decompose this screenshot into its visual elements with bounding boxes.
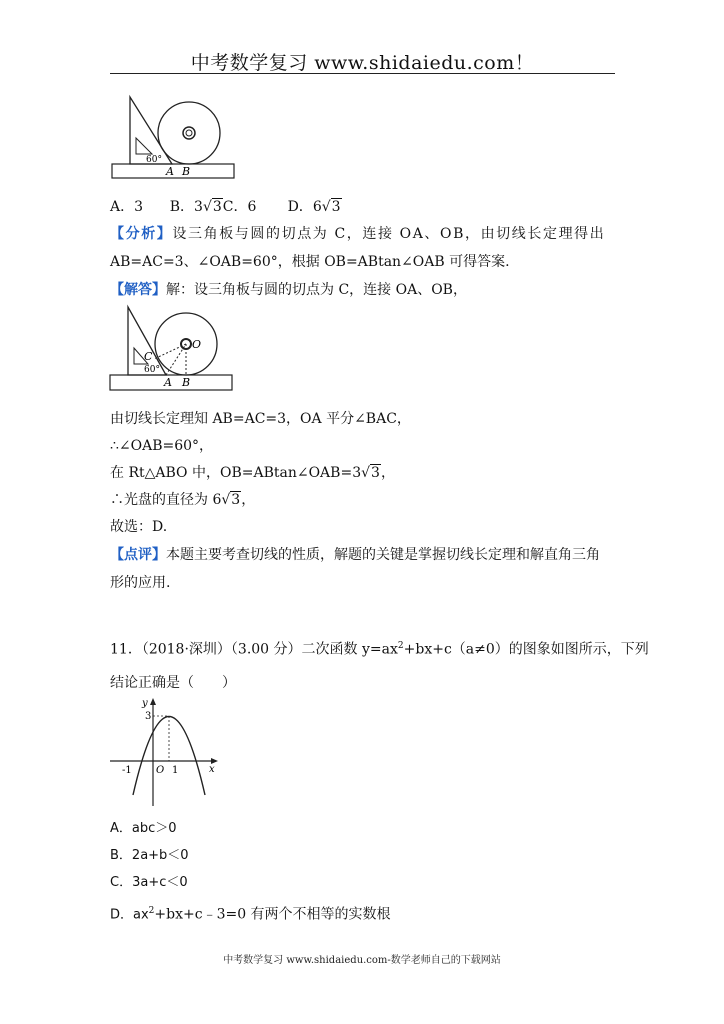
page-footer: 中考数学复习 www.shidaiedu.com-数学老师自己的下载网站 [223,955,501,966]
fig2-segment-oc [154,344,186,359]
q10-option-d-radicand: 3 [331,199,341,215]
q11-stem-post: +bx+c（a≠0）的图象如图所示，下列 [403,641,649,658]
solution-tag: 【解答】 [110,282,166,298]
solution-text-1: 解：设三角板与圆的切点为 C，连接 OA、OB， [166,282,467,298]
solution-line-2: 由切线长定理知 AB=AC=3，OA 平分∠BAC， [110,411,411,427]
analysis-line-1 [110,225,605,243]
q10-option-d-radical: √3 [321,199,341,215]
analysis-text-1: 设三角板与圆的切点为 C，连接 OA、OB，由切线长定理得出 [172,226,606,242]
q10-option-d-label: D． [287,199,313,215]
fig2-label-a: A [164,376,172,389]
solution-line-6: 故选：D. [110,519,168,535]
q11-number: 11． [110,641,142,658]
q11-stem-sup: 2 [397,641,404,651]
q11-source: （2018·深圳） [141,641,231,658]
solution-line-5-text: ∴光盘的直径为 6 [110,492,222,508]
q11-option-d-sup: 2 [148,906,155,916]
q11-option-b: B．2a+b＜0 [110,848,189,863]
q10-option-b-radical: √3 [202,199,222,215]
q10-option-b-label: B． [169,199,195,215]
fig1-hole-inner [186,130,192,136]
solution-line-4-text: 在 Rt△ABO 中，OB=ABtan∠OAB=3 [110,465,362,481]
fig2-angle: 60° [144,365,160,375]
fig1-label-b: B [182,165,191,178]
fig2-label-o: O [192,338,202,351]
fig1-label-a: A [166,165,174,178]
fig2-label-c: C [144,350,153,363]
page-header: 中考数学复习 www.shidaiedu.com！ [190,52,535,74]
comment-tag: 【点评】 [110,547,166,563]
solution-line-1 [110,281,467,299]
fig1-angle: 60° [146,155,162,165]
q10-option-d-coef: 6 [312,199,322,215]
q10-option-a: A．3 [110,199,144,215]
q11-option-a: A．abc＞0 [110,821,177,836]
q10-option-b-radicand: 3 [212,199,222,215]
solution-line-4-radical: √3 [361,465,380,481]
solution-line-4-radicand: 3 [371,465,380,481]
q11-stem-line-1 [110,637,649,659]
graph-tick-3: 3 [145,711,152,722]
solution-line-4-post: ， [380,465,395,481]
q11-option-d-pre: D．ax [110,907,149,923]
analysis-line-2 [110,253,510,271]
figure-triangle-disc-1 [110,94,240,184]
q10-option-b-coef: 3 [194,199,203,215]
q11-option-d [110,902,391,925]
solution-line-5-radicand: 3 [231,492,241,508]
graph-origin: O [156,765,165,776]
q11-stem-pre: 二次函数 y=ax [301,641,398,658]
solution-line-5-radical: √3 [221,492,241,508]
q10-options [110,198,342,216]
solution-line-3: ∴∠OAB=60°， [110,438,214,454]
q11-points: （3.00 分） [230,641,302,658]
solution-line-5-post: ， [241,492,256,508]
q10-option-c: C．6 [222,199,257,215]
solution-line-4 [110,464,395,482]
analysis-text-2: AB=AC=3、∠OAB=60°，根据 OB=ABtan∠OAB 可得答案. [110,254,510,270]
fig1-inner-triangle [136,138,152,154]
solution-line-5 [110,491,255,509]
graph-y-arrow [150,698,156,705]
fig1-disc [158,102,220,164]
fig2-label-b: B [182,376,191,389]
graph-x-label: x [209,764,215,775]
header-rule [110,73,615,74]
q11-stem-line-2: 结论正确是（ ） [110,675,236,691]
graph-tick-1: 1 [172,765,179,776]
graph-y-label: y [142,698,148,709]
graph-tick-neg1: -1 [122,765,132,776]
comment-line-1 [110,546,600,564]
analysis-tag: 【分析】 [110,226,173,242]
figure-triangle-disc-2 [108,304,238,394]
fig1-hole-outer [183,127,195,139]
q11-option-d-post: +bx+c﹣3=0 有两个不相等的实数根 [154,906,391,923]
figure-parabola-graph [108,694,223,809]
q11-option-c: C．3a+c＜0 [110,875,188,890]
comment-line-2: 形的应用. [110,575,171,591]
comment-text-1: 本题主要考查切线的性质，解题的关键是掌握切线长定理和解直角三角 [166,547,600,563]
